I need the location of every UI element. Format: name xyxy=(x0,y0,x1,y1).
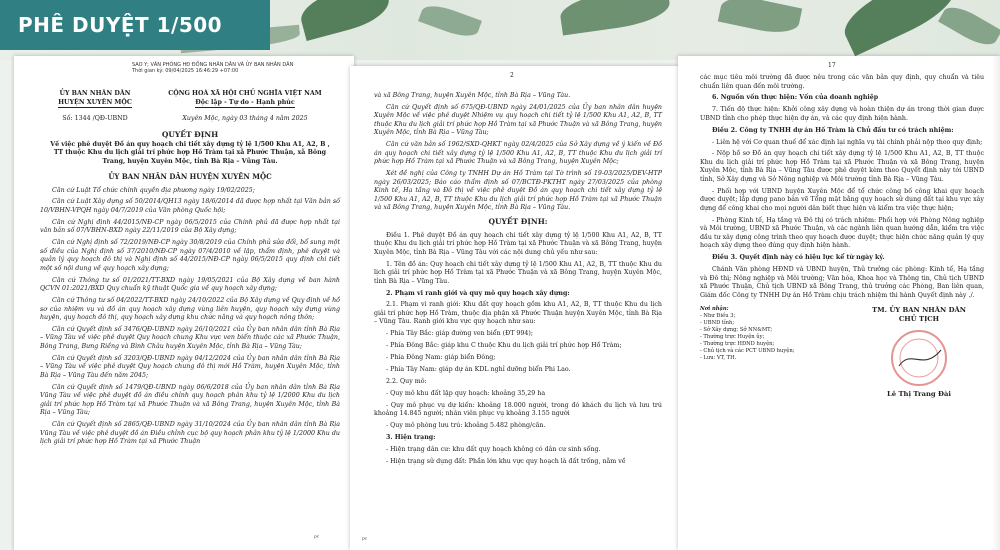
decision-subject: Về việc phê duyệt Đồ án quy hoạch chi tiết xây dựng tỷ lệ 1/500 Khu A1, A2, B , TT thuộc Khu du lịch giải trí phức hợp Hồ Tràm tại xã Phước Thuận, xã Bông Trang, huyện Xuyên Mộc, tỉnh Bà Rịa – Vũng Tàu. xyxy=(50,140,330,165)
copy-stamp-line-1: SAO Y; VĂN PHÒNG HĐ ĐỒNG NHÂN DÂN VÀ ỦY BAN NHÂN DÂN xyxy=(132,62,294,68)
copy-stamp-line-2: Thời gian ký: 09/04/2025 16:46:29 +07:00 xyxy=(132,68,239,74)
issuer-line-1: ỦY BAN NHÂN DÂN xyxy=(59,90,131,97)
obligation-item: - Nộp hồ sơ Đồ án quy hoạch chi tiết xây dựng tỷ lệ 1/500 Khu A1, A2, B, TT thuộc Khu du lịch giải trí phức hợp Hồ Tràm tại xã Phước Thuận và xã Bông Trang, huyện Xuyên Mộc, tỉnh Bà Rịa – Vũng Tàu được phê duyệt kèm theo Quyết định này tới UBND tỉnh, Sở Xây dựng và Sở Nông nghiệp và Môi trường tỉnh Bà Rịa – Vũng Tàu. xyxy=(700,150,984,183)
legal-basis-paragraph: Căn cứ Quyết định số 675/QĐ-UBND ngày 24/01/2025 của Ủy ban nhân dân huyện Xuyên Mộc về việc phê duyệt Nhiệm vụ quy hoạch chi tiết tỷ lệ 1/500 Khu A1, A2, B, TT thuộc Khu du lịch giải trí phức hợp Hồ Tràm tại xã Phước Thuận và xã Bông Trang, huyện Xuyên Mộc, tỉnh Bà Rịa – Vũng Tàu; xyxy=(374,103,662,137)
execution-clause: Chánh Văn phòng HĐND và UBND huyện, Thủ trưởng các phòng: Kinh tế, Hạ tầng và Đô thị; Nông nghiệp và Môi trường; Văn hóa, Khoa học và Thông tin, Chủ tịch UBND xã Phước Thuận, Chủ tịch UBND xã Bông Trang, thủ trưởng các Phòng, Ban liên quan, Giám đốc Công ty TNHH Dự án Hồ Tràm chịu trách nhiệm thi hành Quyết định này ./. xyxy=(700,266,984,299)
page-number: 17 xyxy=(828,62,836,69)
page-edge-shadow xyxy=(992,56,1000,550)
legal-basis-paragraph: Căn cứ Quyết định số 2865/QĐ-UBND ngày 31/10/2024 của Ủy ban nhân dân tỉnh Bà Rịa Vũng Tàu về việc phê duyệt đồ án Điều chỉnh cục bộ quy hoạch phân khu tỷ lệ 1/2000 Khu du lịch giải trí phức hợp Hồ Tràm tại xã Phước Thuận xyxy=(40,421,340,446)
leaf-decoration xyxy=(938,1,1000,52)
recipient-item: - Như Điều 3; xyxy=(700,313,736,320)
funding-source: 6. Nguồn vốn thực hiện: Vốn của doanh nghiệp xyxy=(712,94,879,102)
article-2: Điều 2. Công ty TNHH dự án Hồ Tràm là Chủ đầu tư có trách nhiệm: xyxy=(712,126,954,134)
leaf-decoration xyxy=(418,0,482,41)
article-1: Điều 1. Phê duyệt Đồ án quy hoạch chi tiết xây dựng tỷ lệ 1/500 Khu A1, A2, B, TT thuộc Khu du lịch giải trí phức hợp Hồ Tràm tại xã Phước Thuận và xã Bông Trang, huyện Xuyên Mộc, tỉnh Bà Rịa – Vũng Tàu với các nội dung chủ yếu như sau: xyxy=(374,231,662,256)
legal-basis-paragraph: Căn cứ văn bản số 1962/SXD-QHKT ngày 02/4/2025 của Sở Xây dựng về ý kiến về Đồ án quy hoạch chi tiết xây dựng tỷ lệ 1/500 Khu A1, A2, B, TT thuộc Khu du lịch giải trí phức hợp Hồ Tràm tại xã Phước Thuận và xã Bông Trang, huyện Xuyên Mộc; xyxy=(374,141,662,166)
copy-stamp xyxy=(132,62,293,74)
legal-basis-paragraph: Căn cứ Thông tư số 01/2021/TT-BXD ngày 19/05/2021 của Bộ Xây dựng về ban hành QCVN 01:2021/BXD Quy chuẩn kỹ thuật Quốc gia về quy hoạch xây dựng; xyxy=(40,276,340,293)
recipient-item: - UBND tỉnh; xyxy=(700,320,735,327)
initial-mark: ᵖᶜ xyxy=(362,536,368,544)
recipient-item: - Chủ tịch và các PCT UBND huyện; xyxy=(700,348,795,355)
section-project-name: 1. Tên đồ án: Quy hoạch chi tiết xây dựng tỷ lệ 1/500 Khu A1, A2, B, TT thuộc Khu du lịch giải trí phức hợp Hồ Tràm tại xã Phước Thuận và xã Bông Trang, huyện Xuyên Mộc, tỉnh Bà Rịa – Vũng Tàu. xyxy=(374,260,662,285)
page-number: 2 xyxy=(510,72,514,79)
article-3: Điều 3. Quyết định này có hiệu lực kể từ ngày ký. xyxy=(712,254,885,262)
legal-basis-paragraph: Căn cứ Luật Tổ chức chính quyền địa phương ngày 19/02/2025; xyxy=(52,186,255,194)
signature-block xyxy=(854,306,984,400)
decision-heading: QUYẾT ĐỊNH xyxy=(161,129,219,139)
section-scale-heading: 2.2. Quy mô: xyxy=(386,377,427,385)
implementation-schedule: 7. Tiến độ thực hiện: Khởi công xây dựng và hoàn thiện dự án trong thời gian được UBND tỉnh cho phép thực hiện dự án, và các quy định hiện hành. xyxy=(700,106,984,122)
signature-title-1: TM. ỦY BAN NHÂN DÂN xyxy=(872,306,966,315)
scale-item: - Quy mô phòng lưu trú: khoảng 5.482 phòng/căn. xyxy=(386,422,546,430)
leaf-decoration xyxy=(558,0,672,35)
boundary-item: - Phía Đông Nam: giáp biển Đông; xyxy=(386,354,496,362)
recipients-title: Nơi nhận: xyxy=(700,306,729,313)
national-motto: Độc lập - Tự do - Hạnh phúc xyxy=(195,99,294,109)
legal-basis-paragraph: Xét đề nghị của Công ty TNHH Dự án Hồ Tràm tại Tờ trình số 19-03/2025/DEV-HTP ngày 26/03/2025; Báo cáo thẩm định số 07/BCTĐ-PKTHT ngày 27/03/2025 của phòng Kinh tế, Hạ tầng và Đô thị về việc phê duyệt Đồ án quy hoạch chi tiết xây dựng tỷ lệ 1/500 Khu A1, A2, B, TT thuộc Khu du lịch giải trí phức hợp Hồ Tràm tại xã Phước Thuận và xã Bông Trang, huyện Xuyên Mộc, tỉnh Bà Rịa – Vũng Tàu. xyxy=(374,170,662,212)
recipient-item: - Sở Xây dựng; Sở NN&MT; xyxy=(700,327,773,334)
obligation-item: - Phối hợp với UBND huyện Xuyên Mộc để tổ chức công bố công khai quy hoạch được duyệt; lắp dựng pano bản vẽ Tổng mặt bằng quy hoạch sử dụng đất tại khu vực xây dựng để công khai cho mọi người dân biết thực hiện và kiểm tra việc thực hiện; xyxy=(700,187,984,212)
scale-item: - Quy mô phục vụ dự kiến: khoảng 18.000 người, trong đó khách du lịch và lưu trú khoảng 14.845 người; nhân viên phục vụ khoảng 3.155 người xyxy=(374,401,662,418)
obligation-item: - Phòng Kinh tế, Hạ tầng và Đô thị có trách nhiệm: Phối hợp với Phòng Nông nghiệp và Môi trường, UBND xã Phước Thuận, và các ngành liên quan hướng dẫn, kiểm tra việc đầu tư xây dựng công trình theo quy hoạch được duyệt; thực hiện chức năng quản lý quy hoạch xây dựng theo đúng quy định hiện hành. xyxy=(700,216,984,250)
obligation-item: - Liên hệ với Cơ quan thuế để xác định lại nghĩa vụ tài chính phải nộp theo quy định; xyxy=(712,138,983,146)
legal-basis-paragraph: Căn cứ Nghị định số 72/2019/NĐ-CP ngày 30/8/2019 của Chính phủ sửa đổi, bổ sung một số điều của Nghị định số 37/2010/NĐ-CP ngày 07/4/2010 về lập, thẩm định, phê duyệt và quản lý quy hoạch đô thị và Nghị định số 44/2015/NĐ-CP ngày 06/5/2015 quy định chi tiết một số nội dung về quy hoạch xây dựng; xyxy=(40,239,340,272)
current-status-item: - Hiện trạng sử dụng đất: Phần lớn khu vực quy hoạch là đất trống, nằm về xyxy=(386,457,626,465)
leaf-decoration xyxy=(718,0,802,38)
scale-item: - Quy mô khu đất lập quy hoạch: khoảng 35,29 ha xyxy=(386,389,546,397)
national-title: CỘNG HOÀ XÃ HỘI CHỦ NGHĨA VIỆT NAM xyxy=(168,90,322,97)
official-seal xyxy=(889,328,949,388)
page-1-body xyxy=(40,90,340,450)
body-paragraph: các mục tiêu môi trường đã được nêu trong các văn bản quy định, quy chuẩn và tiêu chuẩn liên quan đến môi trường. xyxy=(700,74,984,90)
boundary-item: - Phía Tây Bắc: giáp đường ven biển (ĐT 994); xyxy=(386,330,534,338)
document-page-1 xyxy=(14,56,354,550)
legal-basis-paragraph: Căn cứ Thông tư số 04/2022/TT-BXD ngày 24/10/2022 của Bộ Xây dựng về Quy định về hồ sơ của nhiệm vụ và đồ án quy hoạch xây dựng vùng liên huyện, quy hoạch xây dựng vùng huyện, quy hoạch đô thị, quy hoạch xây dựng khu chức năng và quy hoạch nông thôn; xyxy=(40,297,340,322)
leaf-decoration xyxy=(296,0,393,41)
document-page-3 xyxy=(678,56,1000,550)
issuer-line-2: HUYỆN XUYÊN MỘC xyxy=(58,99,132,109)
place-and-date: Xuyên Mộc, ngày 03 tháng 4 năm 2025 xyxy=(182,115,308,122)
recipient-item: - Lưu: VT, TH. xyxy=(700,355,737,362)
page-2-body xyxy=(374,92,662,470)
signer-name: Lê Thị Trang Đài xyxy=(887,390,951,399)
banner-title-box xyxy=(0,0,270,50)
recipient-item: - Thường trực HĐND huyện; xyxy=(700,341,775,348)
initial-mark: ᵖᶜ xyxy=(314,534,320,542)
signature-title-2: CHỦ TỊCH xyxy=(898,315,940,324)
boundary-item: - Phía Đông Bắc: giáp khu C thuộc Khu du lịch giải trí phức hợp Hồ Tràm; xyxy=(386,342,622,350)
banner-title: PHÊ DUYỆT 1/500 xyxy=(18,13,223,37)
legal-basis-paragraph: Căn cứ Quyết định số 3203/QĐ-UBND ngày 04/12/2024 của Ủy ban nhân dân tỉnh Bà Rịa – Vũng Tàu về việc phê duyệt Quy hoạch chung đô thị mới Hồ Tràm, huyện Xuyên Mộc, tỉnh Bà Rịa – Vũng Tàu đến năm 2045; xyxy=(40,354,340,379)
issuing-authority: ỦY BAN NHÂN DÂN HUYỆN XUYÊN MỘC xyxy=(108,172,272,182)
number-date-row xyxy=(40,115,340,124)
section-boundary: 2.1. Phạm vi ranh giới: Khu đất quy hoạch gồm khu A1, A2, B, TT thuộc Khu du lịch giải trí phức hợp Hồ Tràm, thuộc địa phận xã Phước Thuận huyện Xuyên Mộc, tỉnh Bà Rịa – Vũng Tàu. Ranh giới khu vực quy hoạch như sau: xyxy=(374,301,662,326)
recipients-block xyxy=(700,306,830,400)
document-header xyxy=(40,90,340,108)
legal-basis-list xyxy=(40,187,340,447)
legal-basis-paragraph: Căn cứ Quyết định số 3476/QĐ-UBND ngày 26/10/2021 của Ủy ban nhân dân tỉnh Bà Rịa – Vũng Tàu về việc phê duyệt Quy hoạch chung Khu vực ven biển thuộc các xã Phước Thuận, Bông Trang, Bưng Riềng và Bình Châu huyện Xuyên Mộc, tỉnh Bà Rịa – Vũng Tàu; xyxy=(40,325,340,350)
current-status-item: - Hiện trạng dân cư: khu đất quy hoạch không có dân cư sinh sống. xyxy=(386,445,601,453)
page-3-body xyxy=(700,74,984,400)
issuer-block xyxy=(40,90,150,108)
document-page-2 xyxy=(350,66,680,550)
section-current-status-heading: 3. Hiện trạng: xyxy=(386,433,436,441)
national-motto-block xyxy=(150,90,340,108)
legal-basis-paragraph: Căn cứ Quyết định số 1479/QĐ-UBND ngày 06/6/2018 của Ủy ban nhân dân tỉnh Bà Rịa Vũng Tàu về việc phê duyệt đồ án điều chỉnh quy hoạch phân khu tỷ lệ 1/2000 Khu du lịch giải trí phức hợp Hồ Tràm tại xã Phước Thuận và xã Bông Trang, huyện Xuyên Mộc, tỉnh Bà Rịa – Vũng Tàu; xyxy=(40,383,340,417)
decision-title: QUYẾT ĐỊNH: xyxy=(488,216,548,226)
legal-basis-paragraph: Căn cứ Nghị định 44/2015/NĐ-CP ngày 06/5/2015 của Chính phủ đã được hợp nhất tại văn bản số 07/VBHN-BXD ngày 22/11/2019 của Bộ Xây dựng; xyxy=(40,218,340,235)
legal-basis-paragraph: Căn cứ Luật Xây dựng số 50/2014/QH13 ngày 18/6/2014 đã được hợp nhất tại Văn bản số 10/VBHN-VPQH ngày 04/7/2019 của Văn phòng Quốc hội; xyxy=(40,198,340,214)
legal-basis-paragraph: và xã Bông Trang, huyện Xuyên Mộc, tỉnh Bà Rịa – Vũng Tàu. xyxy=(374,92,571,99)
boundary-item: - Phía Tây Nam: giáp dự án KDL nghỉ dưỡng biển Phi Lao. xyxy=(386,366,571,374)
signature-row xyxy=(700,306,984,400)
section-scope-heading: 2. Phạm vi ranh giới và quy mô quy hoạch xây dựng: xyxy=(386,289,570,297)
recipient-item: - Thường trực Huyện ủy; xyxy=(700,334,765,341)
document-number: Số: 1344 /QĐ-UBND xyxy=(62,115,128,122)
